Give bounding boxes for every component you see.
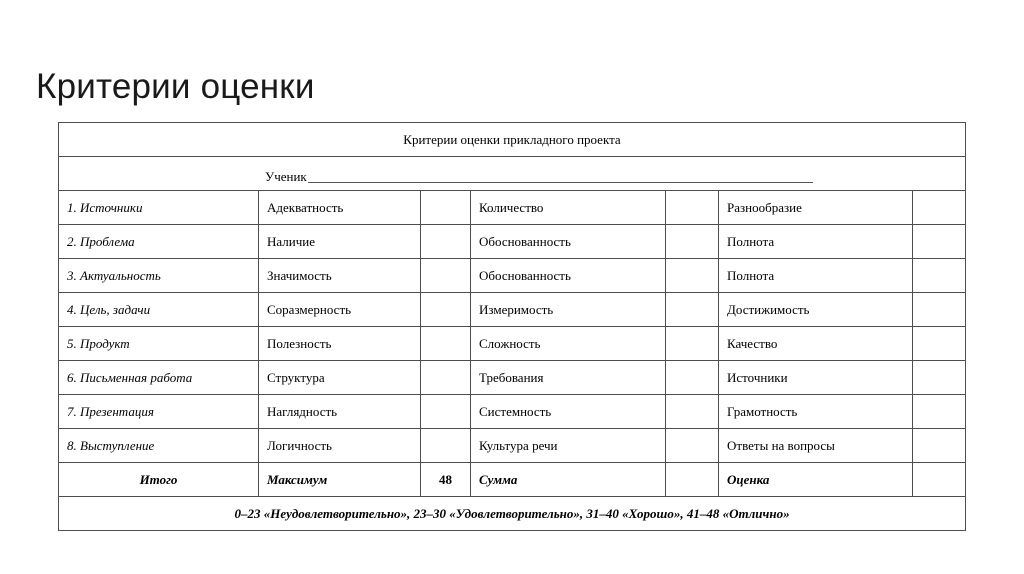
- aspect-b-label: Сложность: [471, 327, 666, 361]
- aspect-a-label: Наглядность: [259, 395, 421, 429]
- score-b-cell[interactable]: [666, 259, 719, 293]
- sum-value-cell[interactable]: [666, 463, 719, 497]
- score-b-cell[interactable]: [666, 293, 719, 327]
- student-label: Ученик: [265, 169, 307, 184]
- table-caption-row: [59, 123, 966, 157]
- score-a-cell[interactable]: [421, 225, 471, 259]
- score-c-cell[interactable]: [913, 429, 966, 463]
- aspect-c-label: Качество: [719, 327, 913, 361]
- score-c-cell[interactable]: [913, 293, 966, 327]
- table-row: [59, 327, 966, 361]
- table-row: [59, 361, 966, 395]
- aspect-c-label: Полнота: [719, 225, 913, 259]
- aspect-a-label: Структура: [259, 361, 421, 395]
- score-b-cell[interactable]: [666, 361, 719, 395]
- aspect-a-label: Адекватность: [259, 191, 421, 225]
- aspect-b-label: Измеримость: [471, 293, 666, 327]
- criterion-label: 4. Цель, задачи: [59, 293, 259, 327]
- table-row: [59, 429, 966, 463]
- student-name-cell: [59, 157, 966, 191]
- score-c-cell[interactable]: [913, 225, 966, 259]
- maximum-value: 48: [421, 463, 471, 497]
- aspect-b-label: Обоснованность: [471, 225, 666, 259]
- criterion-label: 5. Продукт: [59, 327, 259, 361]
- table-row: [59, 293, 966, 327]
- aspect-a-label: Соразмерность: [259, 293, 421, 327]
- score-a-cell[interactable]: [421, 191, 471, 225]
- aspect-b-label: Обоснованность: [471, 259, 666, 293]
- aspect-b-label: Системность: [471, 395, 666, 429]
- total-row: [59, 463, 966, 497]
- score-b-cell[interactable]: [666, 327, 719, 361]
- maximum-label: Максимум: [259, 463, 421, 497]
- criterion-label: 2. Проблема: [59, 225, 259, 259]
- aspect-b-label: Количество: [471, 191, 666, 225]
- score-b-cell[interactable]: [666, 429, 719, 463]
- score-a-cell[interactable]: [421, 259, 471, 293]
- aspect-a-label: Значимость: [259, 259, 421, 293]
- score-c-cell[interactable]: [913, 259, 966, 293]
- score-a-cell[interactable]: [421, 327, 471, 361]
- score-a-cell[interactable]: [421, 361, 471, 395]
- score-c-cell[interactable]: [913, 361, 966, 395]
- score-c-cell[interactable]: [913, 191, 966, 225]
- criterion-label: 7. Презентация: [59, 395, 259, 429]
- criterion-label: 8. Выступление: [59, 429, 259, 463]
- student-name-input[interactable]: [308, 169, 813, 183]
- score-a-cell[interactable]: [421, 395, 471, 429]
- criterion-label: 6. Письменная работа: [59, 361, 259, 395]
- score-a-cell[interactable]: [421, 293, 471, 327]
- score-c-cell[interactable]: [913, 327, 966, 361]
- aspect-a-label: Полезность: [259, 327, 421, 361]
- scale-note: 0–23 «Неудовлетворительно», 23–30 «Удовлетворительно», 31–40 «Хорошо», 41–48 «Отлично»: [59, 497, 966, 531]
- sum-label: Сумма: [471, 463, 666, 497]
- grade-label: Оценка: [719, 463, 913, 497]
- table-row: [59, 225, 966, 259]
- aspect-c-label: Ответы на вопросы: [719, 429, 913, 463]
- aspect-c-label: Источники: [719, 361, 913, 395]
- criteria-table-container: [58, 122, 965, 531]
- aspect-b-label: Требования: [471, 361, 666, 395]
- criteria-table: [58, 122, 966, 531]
- score-b-cell[interactable]: [666, 225, 719, 259]
- page-title: Критерии оценки: [36, 67, 315, 106]
- scale-note-row: [59, 497, 966, 531]
- aspect-b-label: Культура речи: [471, 429, 666, 463]
- score-c-cell[interactable]: [913, 395, 966, 429]
- grade-value-cell[interactable]: [913, 463, 966, 497]
- table-row: [59, 259, 966, 293]
- score-a-cell[interactable]: [421, 429, 471, 463]
- score-b-cell[interactable]: [666, 191, 719, 225]
- aspect-a-label: Наличие: [259, 225, 421, 259]
- aspect-a-label: Логичность: [259, 429, 421, 463]
- table-caption: Критерии оценки прикладного проекта: [59, 123, 966, 157]
- score-b-cell[interactable]: [666, 395, 719, 429]
- criterion-label: 3. Актуальность: [59, 259, 259, 293]
- table-row: [59, 395, 966, 429]
- aspect-c-label: Полнота: [719, 259, 913, 293]
- aspect-c-label: Достижимость: [719, 293, 913, 327]
- criterion-label: 1. Источники: [59, 191, 259, 225]
- table-row: [59, 191, 966, 225]
- student-name-row: [59, 157, 966, 191]
- aspect-c-label: Разнообразие: [719, 191, 913, 225]
- total-label: Итого: [59, 463, 259, 497]
- aspect-c-label: Грамотность: [719, 395, 913, 429]
